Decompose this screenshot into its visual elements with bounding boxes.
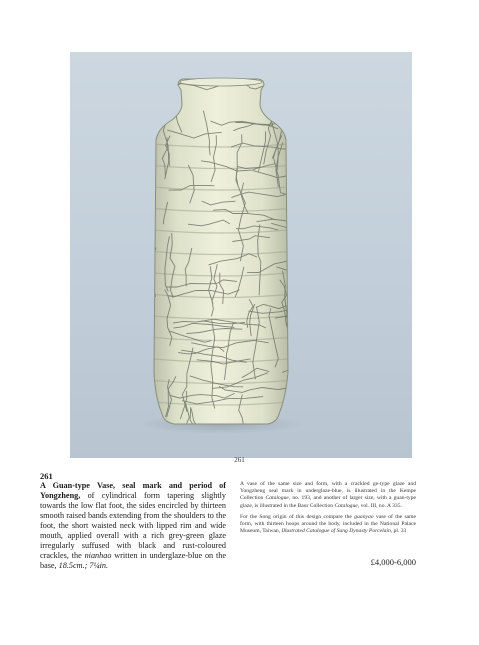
note-2-text-c: vase of the same form, with thirteen hoops around the body, included in the National Palace Museum, Taiwan, <box>240 513 416 535</box>
description-text: of cylindrical form tapering slightly towards the low flat foot, the sides encircled by thirteen smooth raised bands extending from the shoulders to the foot, the short waisted neck with lipped rim and wide mouth, applied overall with a rich grey-green glaze irregularly suffused with black and rust-coloured crackles, the <box>40 491 226 560</box>
photo-caption: 261 <box>234 456 245 464</box>
description-text-2: written in underglaze-blue on the base, <box>40 551 226 570</box>
note-paragraph-2 <box>240 514 416 536</box>
lot-number: 261 <box>40 471 53 481</box>
lot-notes <box>240 481 416 539</box>
note-1-text-e: , vol. III, no. A 335. <box>357 502 402 509</box>
dimensions: 18.5cm.; 7¼in. <box>58 561 109 570</box>
note-1-catalogue: Catalogue <box>265 495 289 502</box>
lot-description <box>40 481 226 571</box>
estimate: £4,000-6,000 <box>370 557 416 567</box>
note-2-catalogue-title: Illustrated Catalogue of Sung Dynasty Porcelain <box>281 528 391 535</box>
note-2-text-a: For the Song origin of this design compare the <box>240 513 355 520</box>
note-1-text-a: A vase of the same size and form, with a crackled ge-type glaze and Yongzheng seal mark in underglaze-blue, is illustrated in the Kempe Collection <box>240 481 416 502</box>
note-2-guanyao: guanyao <box>354 513 374 520</box>
note-2-text-e: , pl. 33 <box>390 528 407 535</box>
note-1-catalogue-2: Catalogue <box>334 502 358 509</box>
nianhao-term: nianhao <box>84 551 112 560</box>
lot-photograph <box>70 52 412 458</box>
guan-type-vase-image <box>70 52 412 458</box>
note-1-text-c: , no. 193, and another of larger size, with a guan-type glaze, is illustrated in the Baur Collection <box>240 495 416 509</box>
lot-title: A Guan-type Vase, seal mark and period of Yongzheng, <box>40 481 226 500</box>
note-paragraph-1 <box>240 481 416 510</box>
